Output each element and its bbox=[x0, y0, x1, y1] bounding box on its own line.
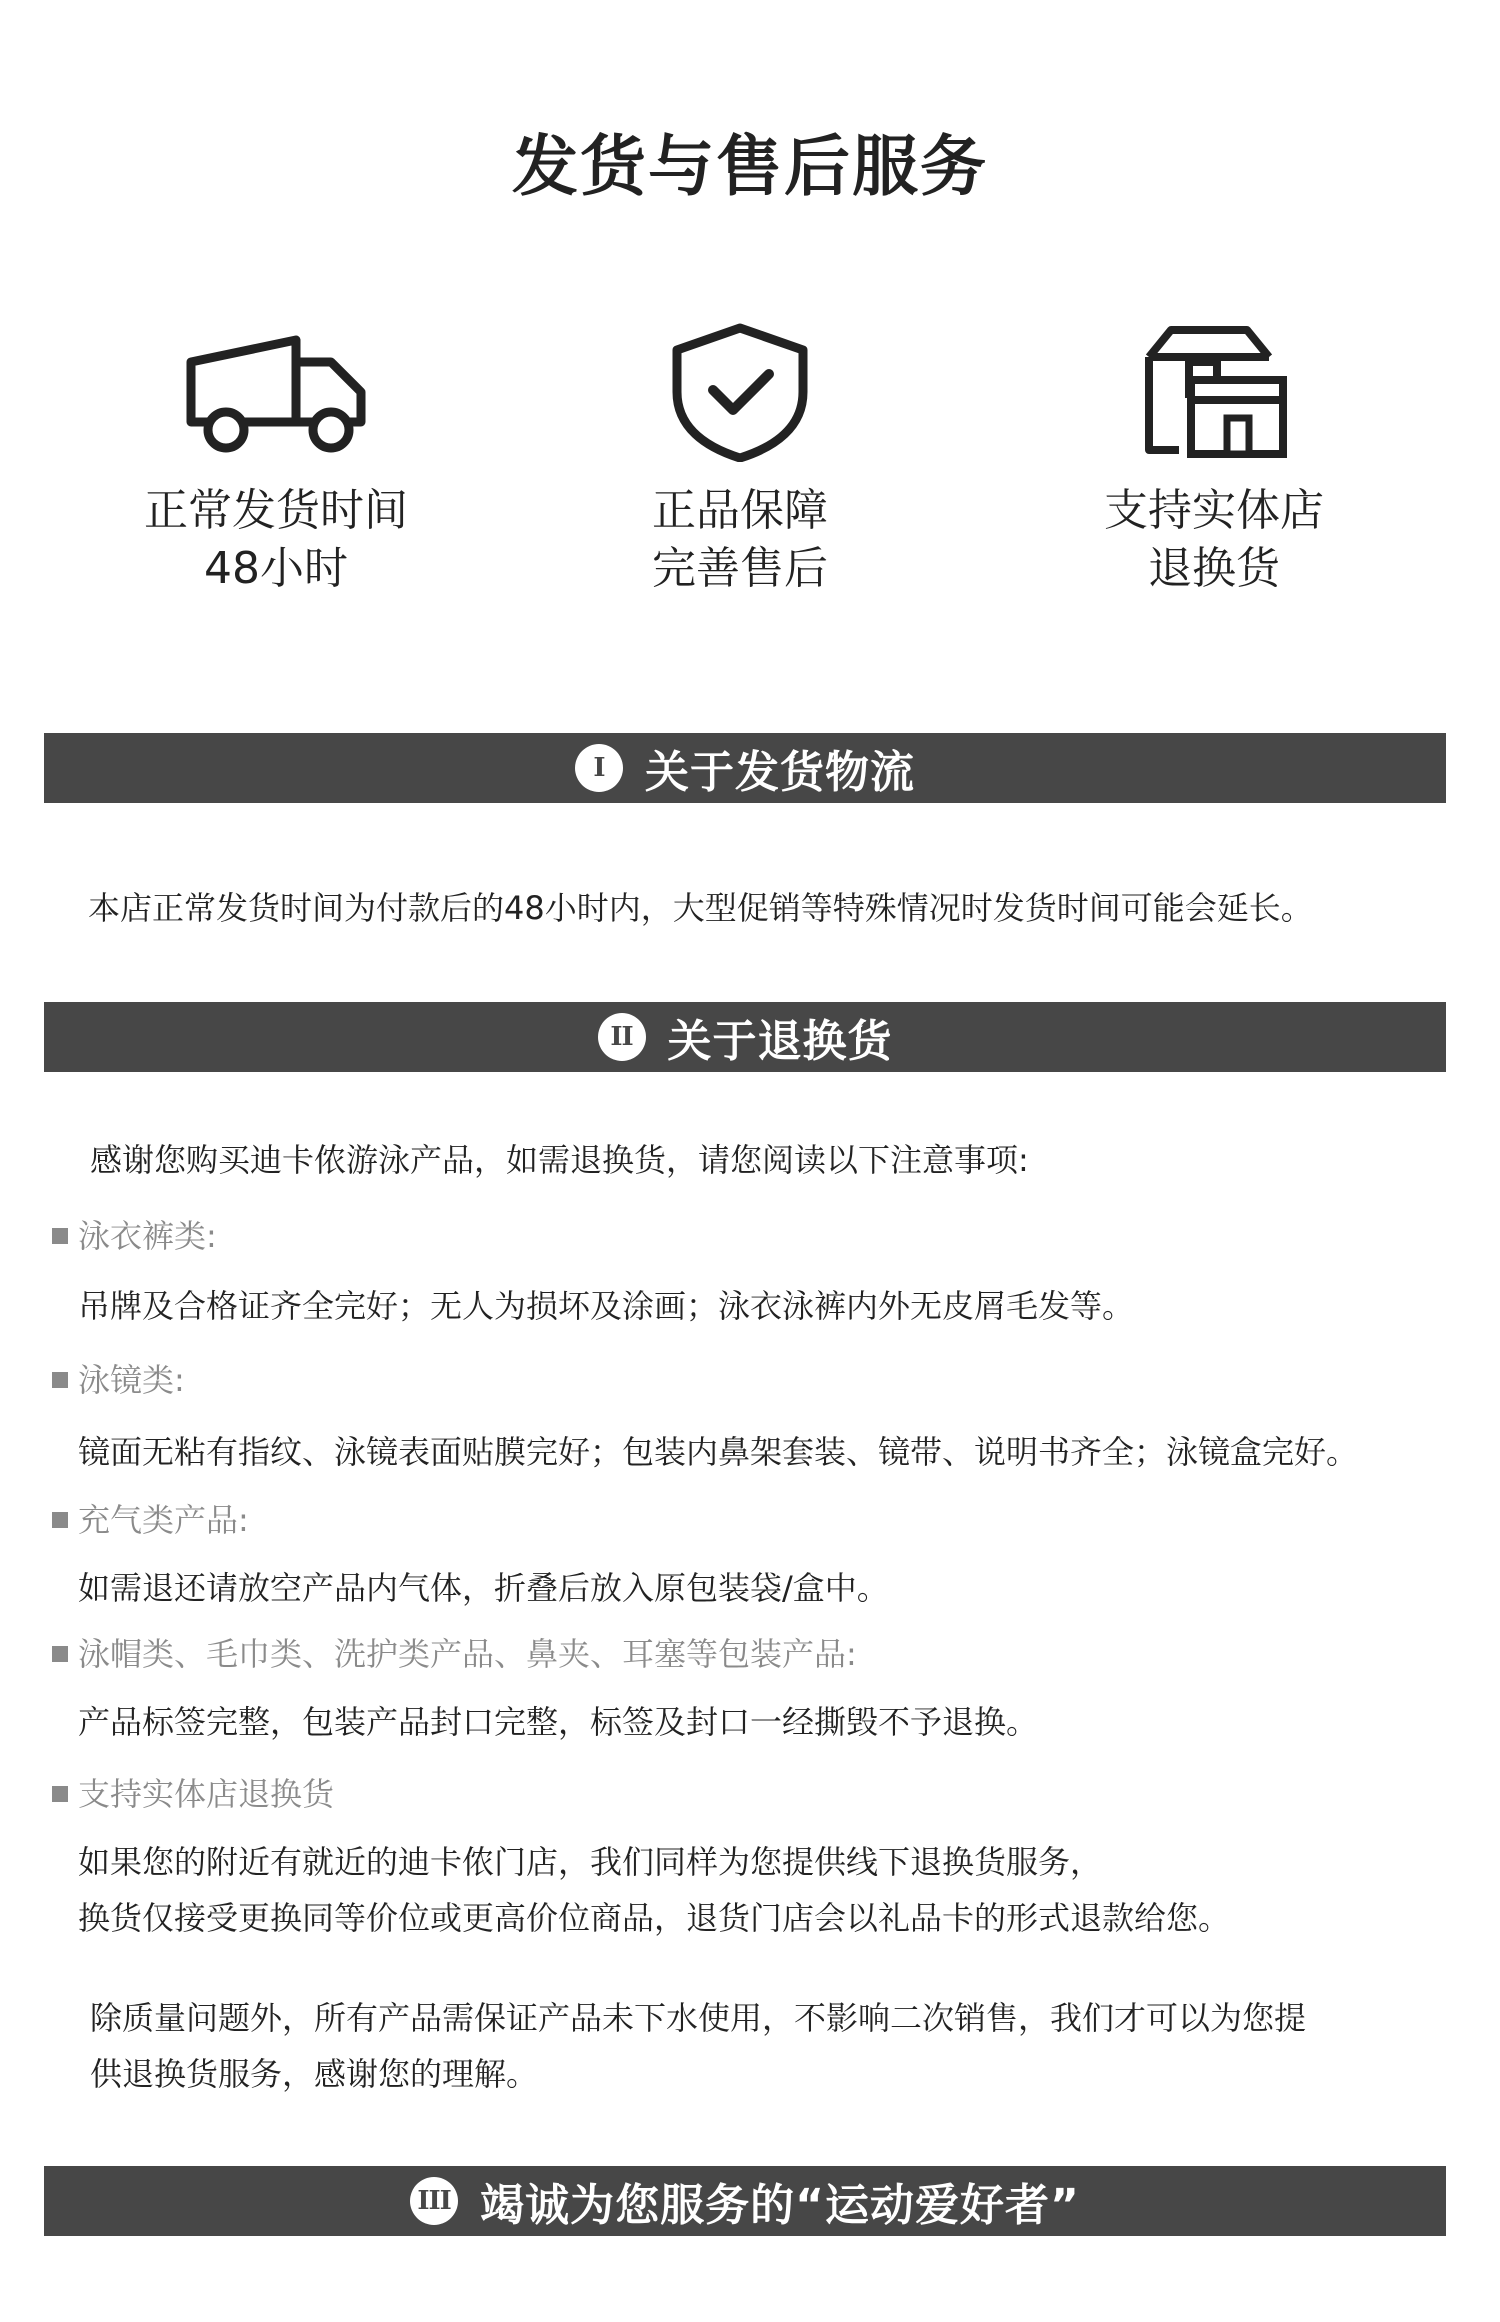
section-title: 关于发货物流 bbox=[645, 747, 915, 798]
section-title: 关于退换货 bbox=[667, 1016, 893, 1067]
section-number-badge: I bbox=[575, 744, 623, 792]
category-label: 泳镜类: bbox=[78, 1361, 185, 1399]
store-text-line2: 换货仅接受更换同等价位或更高价位商品，退货门店会以礼品卡的形式退款给您。 bbox=[78, 1899, 1231, 1937]
section-banner-returns bbox=[44, 1002, 1446, 1072]
section-banner-service bbox=[44, 2166, 1446, 2236]
category-label: 充气类产品: bbox=[78, 1501, 249, 1539]
store-text-line1: 如果您的附近有就近的迪卡侬门店，我们同样为您提供线下退换货服务， bbox=[78, 1843, 1103, 1881]
category-text: 产品标签完整，包装产品封口完整，标签及封口一经撕毁不予退换。 bbox=[78, 1703, 1039, 1741]
section-banner-shipping bbox=[44, 733, 1446, 803]
category-label: 泳帽类、毛巾类、洗护类产品、鼻夹、耳塞等包装产品: bbox=[78, 1635, 857, 1673]
category-text: 如需退还请放空产品内气体，折叠后放入原包装袋/盒中。 bbox=[78, 1569, 889, 1607]
category-inflatables bbox=[52, 1498, 249, 1542]
bullet-square-icon bbox=[52, 1646, 68, 1662]
section-number-badge: III bbox=[410, 2177, 458, 2225]
page-title: 发货与售后服务 bbox=[512, 128, 988, 205]
feature-authentic-guarantee bbox=[520, 322, 960, 598]
shield-check-icon bbox=[645, 322, 835, 462]
returns-note-line1: 除质量问题外，所有产品需保证产品未下水使用，不影响二次销售，我们才可以为您提 bbox=[90, 1999, 1307, 2037]
category-goggles bbox=[52, 1358, 185, 1402]
feature-line1: 支持实体店 bbox=[1104, 485, 1324, 536]
category-text: 镜面无粘有指纹、泳镜表面贴膜完好；包装内鼻架套装、镜带、说明书齐全；泳镜盒完好。 bbox=[78, 1433, 1359, 1471]
category-text: 吊牌及合格证齐全完好；无人为损坏及涂画；泳衣泳裤内外无皮屑毛发等。 bbox=[78, 1287, 1135, 1325]
section-number-badge: II bbox=[598, 1013, 646, 1061]
bullet-square-icon bbox=[52, 1228, 68, 1244]
feature-store-exchange bbox=[994, 322, 1434, 598]
bullet-square-icon bbox=[52, 1786, 68, 1802]
bullet-square-icon bbox=[52, 1512, 68, 1528]
category-label: 泳衣裤类: bbox=[78, 1217, 217, 1255]
category-swimwear bbox=[52, 1214, 217, 1258]
store-box-icon bbox=[1119, 322, 1309, 462]
feature-line2: 48小时 bbox=[204, 543, 348, 594]
feature-shipping-time bbox=[56, 322, 496, 598]
category-label: 支持实体店退换货 bbox=[78, 1775, 335, 1813]
category-packaged-products bbox=[52, 1632, 857, 1676]
category-store-exchange bbox=[52, 1772, 334, 1816]
truck-icon bbox=[181, 322, 371, 462]
bullet-square-icon bbox=[52, 1372, 68, 1388]
section-title: 竭诚为您服务的“运动爱好者” bbox=[480, 2180, 1080, 2231]
returns-intro: 感谢您购买迪卡侬游泳产品，如需退换货，请您阅读以下注意事项: bbox=[90, 1141, 1029, 1179]
feature-line1: 正品保障 bbox=[652, 485, 828, 536]
feature-line1: 正常发货时间 bbox=[144, 485, 408, 536]
returns-note-line2: 供退换货服务，感谢您的理解。 bbox=[90, 2055, 539, 2093]
feature-line2: 退换货 bbox=[1148, 543, 1280, 594]
shipping-description: 本店正常发货时间为付款后的48小时内，大型促销等特殊情况时发货时间可能会延长。 bbox=[88, 889, 1313, 927]
feature-line2: 完善售后 bbox=[652, 543, 828, 594]
